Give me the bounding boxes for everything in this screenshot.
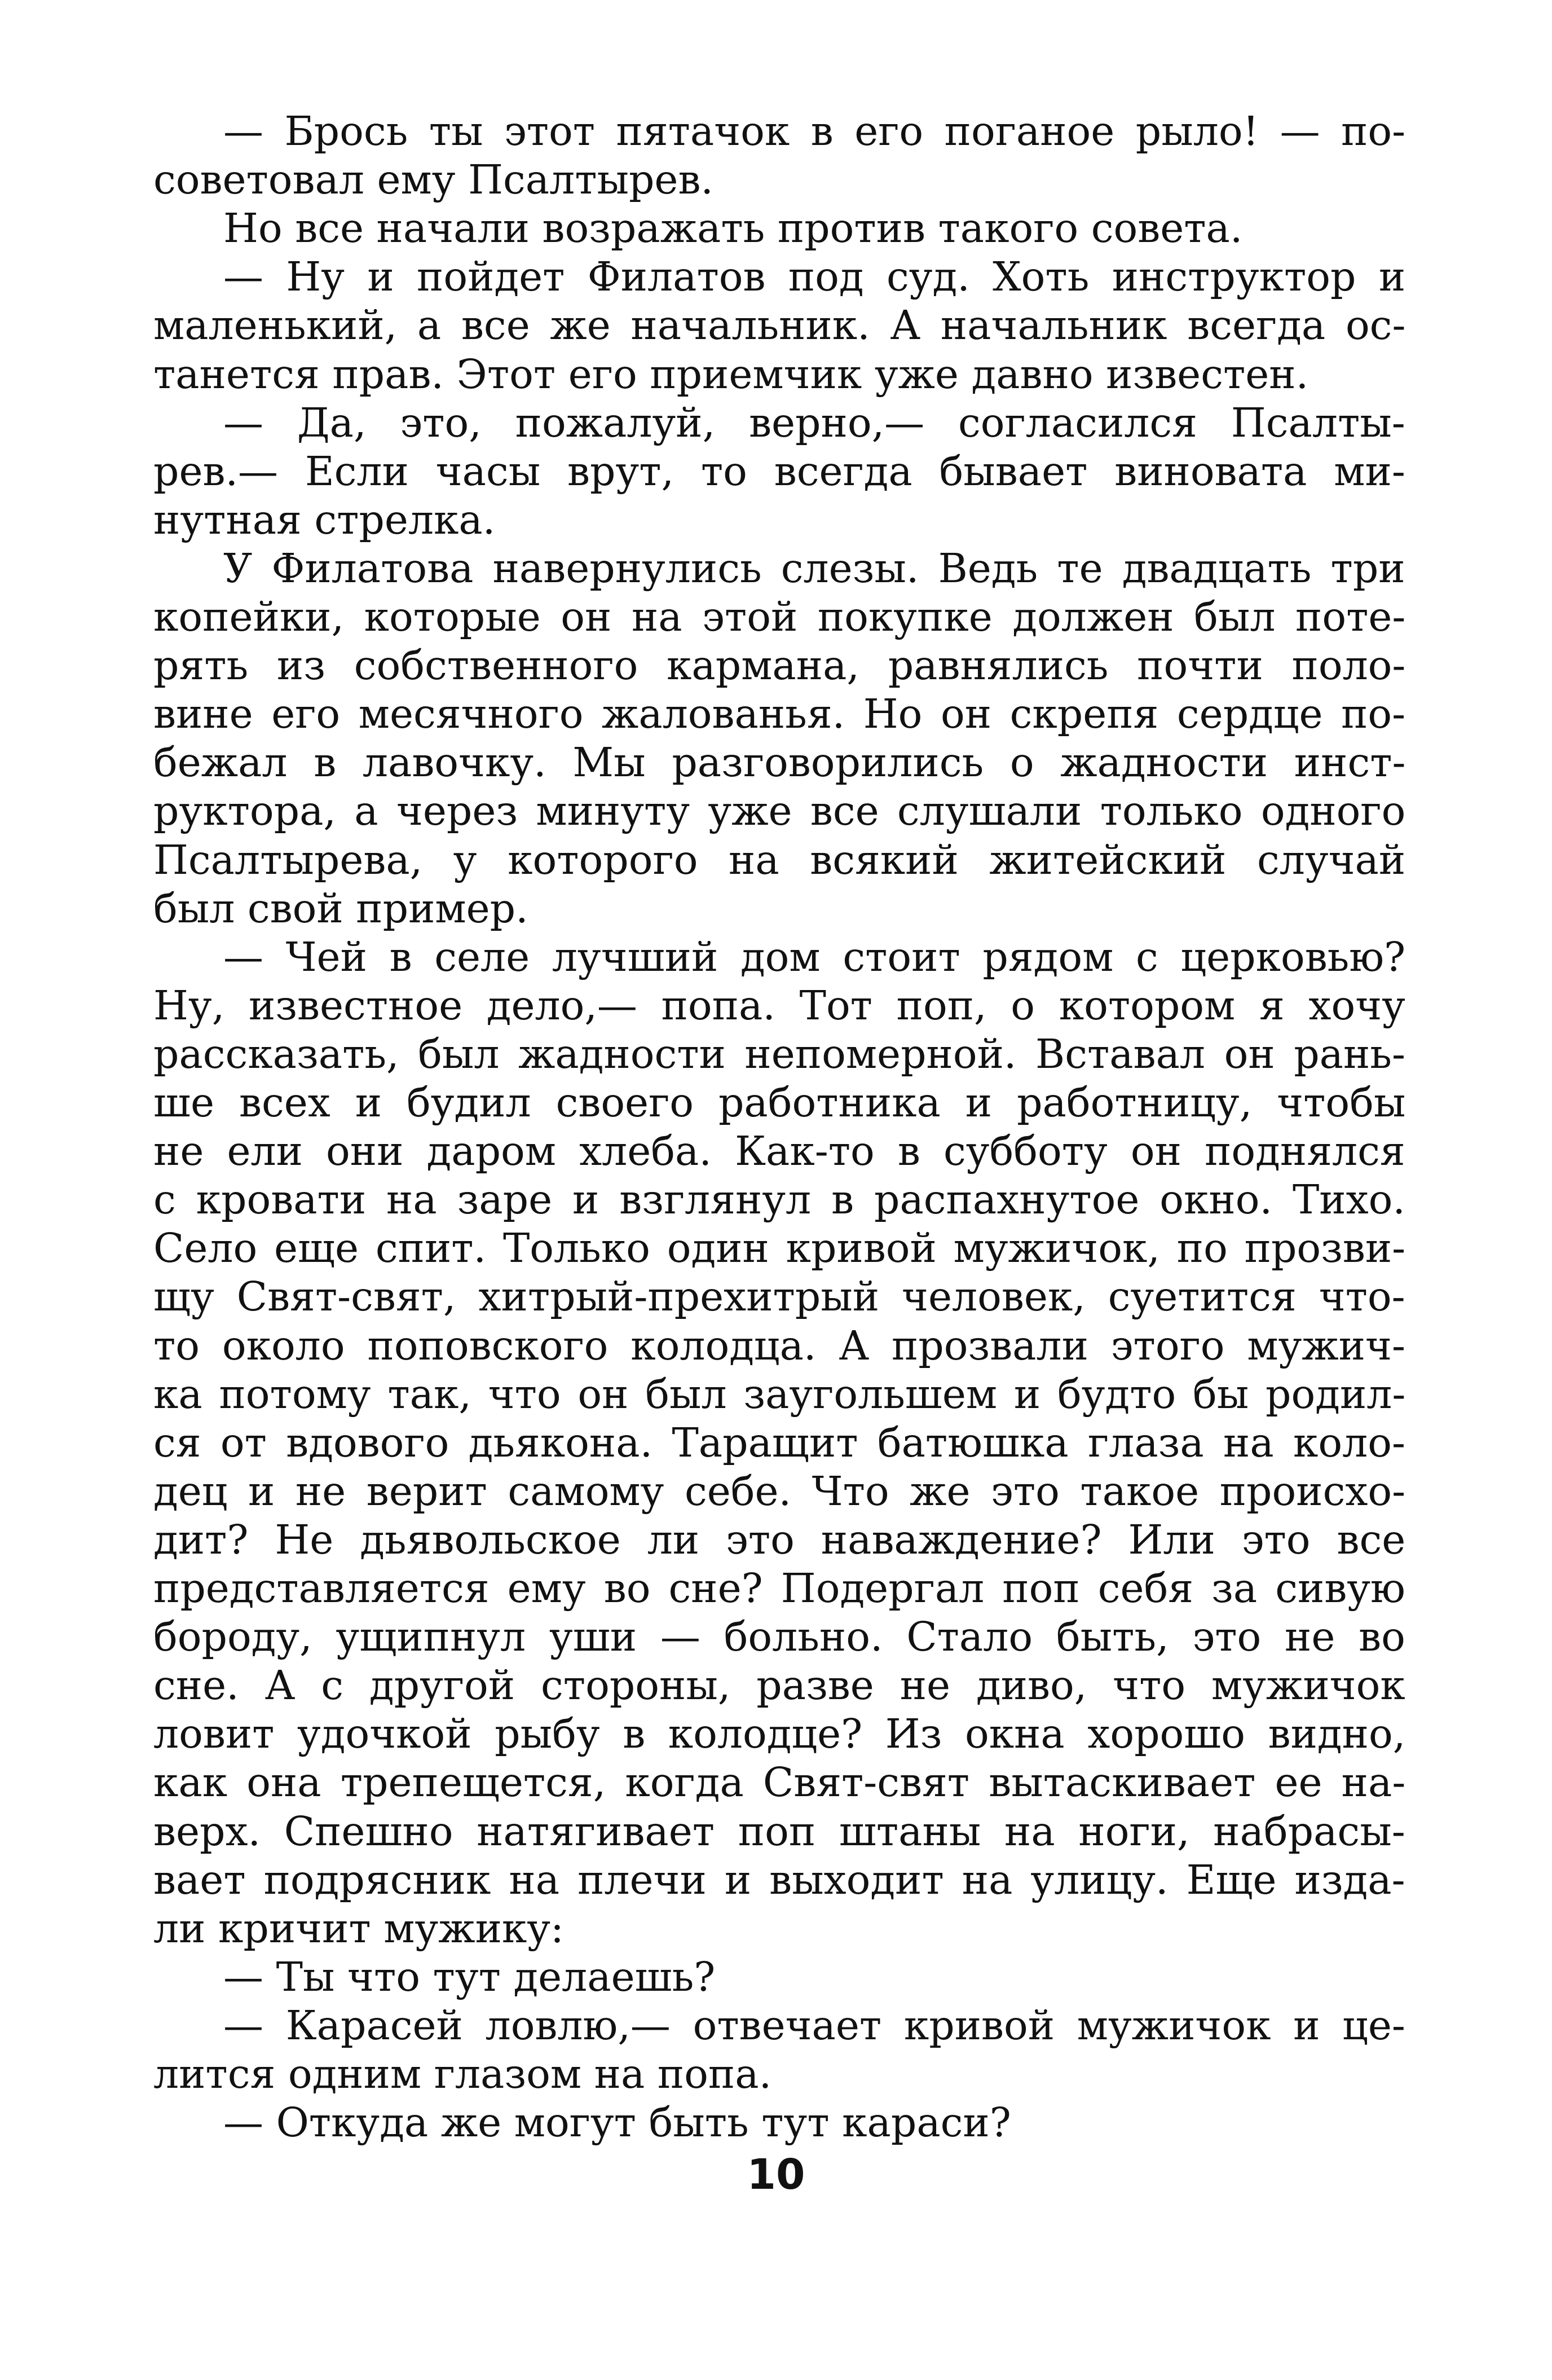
text-line: — Карасей ловлю,— отвечает кривой мужичок и це-	[223, 2001, 1405, 2049]
text-line: рев.— Если часы врут, то всегда бывает виновата ми-	[153, 447, 1405, 495]
text-line: нутная стрелка.	[153, 496, 496, 543]
text-line: сне. А с другой стороны, разве не диво, что мужичок	[153, 1662, 1405, 1709]
text-line: — Откуда же могут быть тут караси?	[223, 2099, 1011, 2146]
text-line: — Ты что тут делаешь?	[223, 1953, 716, 2000]
text-line: не ели они даром хлеба. Как-то в субботу он поднялся	[153, 1128, 1405, 1175]
text-line: вает подрясник на плечи и выходит на улицу. Еще изда-	[153, 1856, 1405, 1903]
text-line: танется прав. Этот его приемчик уже давно известен.	[153, 350, 1309, 398]
text-line: руктора, а через минуту уже все слушали только одного	[153, 788, 1406, 835]
text-line: был свой пример.	[153, 885, 528, 932]
text-line: ловит удочкой рыбу в колодце? Из окна хорошо видно,	[153, 1710, 1406, 1758]
text-line: вине его месячного жалованья. Но он скрепя сердце по-	[153, 690, 1406, 738]
text-line: представляется ему во сне? Подергал поп себя за сивую	[153, 1565, 1405, 1612]
page-number: 10	[747, 2150, 805, 2199]
text-line: Село еще спит. Только один кривой мужичок, по прозви-	[153, 1225, 1406, 1272]
text-line: дец и не верит самому себе. Что же это такое происхо-	[153, 1467, 1406, 1515]
text-line: ся от вдового дьякона. Таращит батюшка глаза на коло-	[153, 1419, 1405, 1466]
text-line: лится одним глазом на попа.	[153, 2051, 772, 2097]
text-line: маленький, а все же начальник. А начальник всегда ос-	[153, 302, 1406, 349]
text-line: Псалтырева, у которого на всякий житейский случай	[153, 836, 1406, 883]
text-line: дит? Не дьявольское ли это наваждение? Или это все	[153, 1516, 1406, 1563]
text-line: У Филатова навернулись слезы. Ведь те двадцать три	[223, 544, 1405, 592]
text-line: рассказать, был жадности непомерной. Вставал он рань-	[153, 1030, 1405, 1077]
text-line: бороду, ущипнул уши — больно. Стало быть, это не во	[153, 1613, 1405, 1661]
text-line: с кровати на заре и взглянул в распахнутое окно. Тихо.	[153, 1176, 1405, 1224]
text-line: рять из собственного кармана, равнялись почти поло-	[153, 642, 1406, 689]
text-line: — Брось ты этот пятачок в его поганое рыло! — по-	[223, 108, 1406, 155]
text-line: ли кричит мужику:	[153, 1904, 564, 1952]
text-line: — Ну и пойдет Филатов под суд. Хоть инструктор и	[223, 253, 1406, 301]
text-line: то около поповского колодца. А прозвали этого мужич-	[153, 1322, 1405, 1369]
text-line: ка потому так, что он был заугольшем и будто бы родил-	[153, 1370, 1406, 1418]
text-line: — Да, это, пожалуй, верно,— согласился Псалты-	[223, 399, 1405, 446]
text-line: копейки, которые он на этой покупке должен был поте-	[153, 593, 1406, 640]
text-line: — Чей в селе лучший дом стоит рядом с церковью?	[223, 933, 1406, 980]
text-line: ше всех и будил своего работника и работницу, чтобы	[153, 1079, 1406, 1126]
text-line: щу Свят-свят, хитрый-прехитрый человек, суетится что-	[153, 1273, 1405, 1321]
text-line: бежал в лавочку. Мы разговорились о жадности инст-	[153, 739, 1406, 786]
text-line: как она трепещется, когда Свят-свят вытаскивает ее на-	[153, 1759, 1406, 1806]
text-line: верх. Спешно натягивает поп штаны на ноги, набрасы-	[153, 1807, 1405, 1855]
text-line: Но все начали возражать против такого совета.	[223, 205, 1243, 252]
text-line: Ну, известное дело,— попа. Тот поп, о котором я хочу	[153, 982, 1405, 1029]
text-line: советовал ему Псалтырев.	[153, 156, 713, 204]
